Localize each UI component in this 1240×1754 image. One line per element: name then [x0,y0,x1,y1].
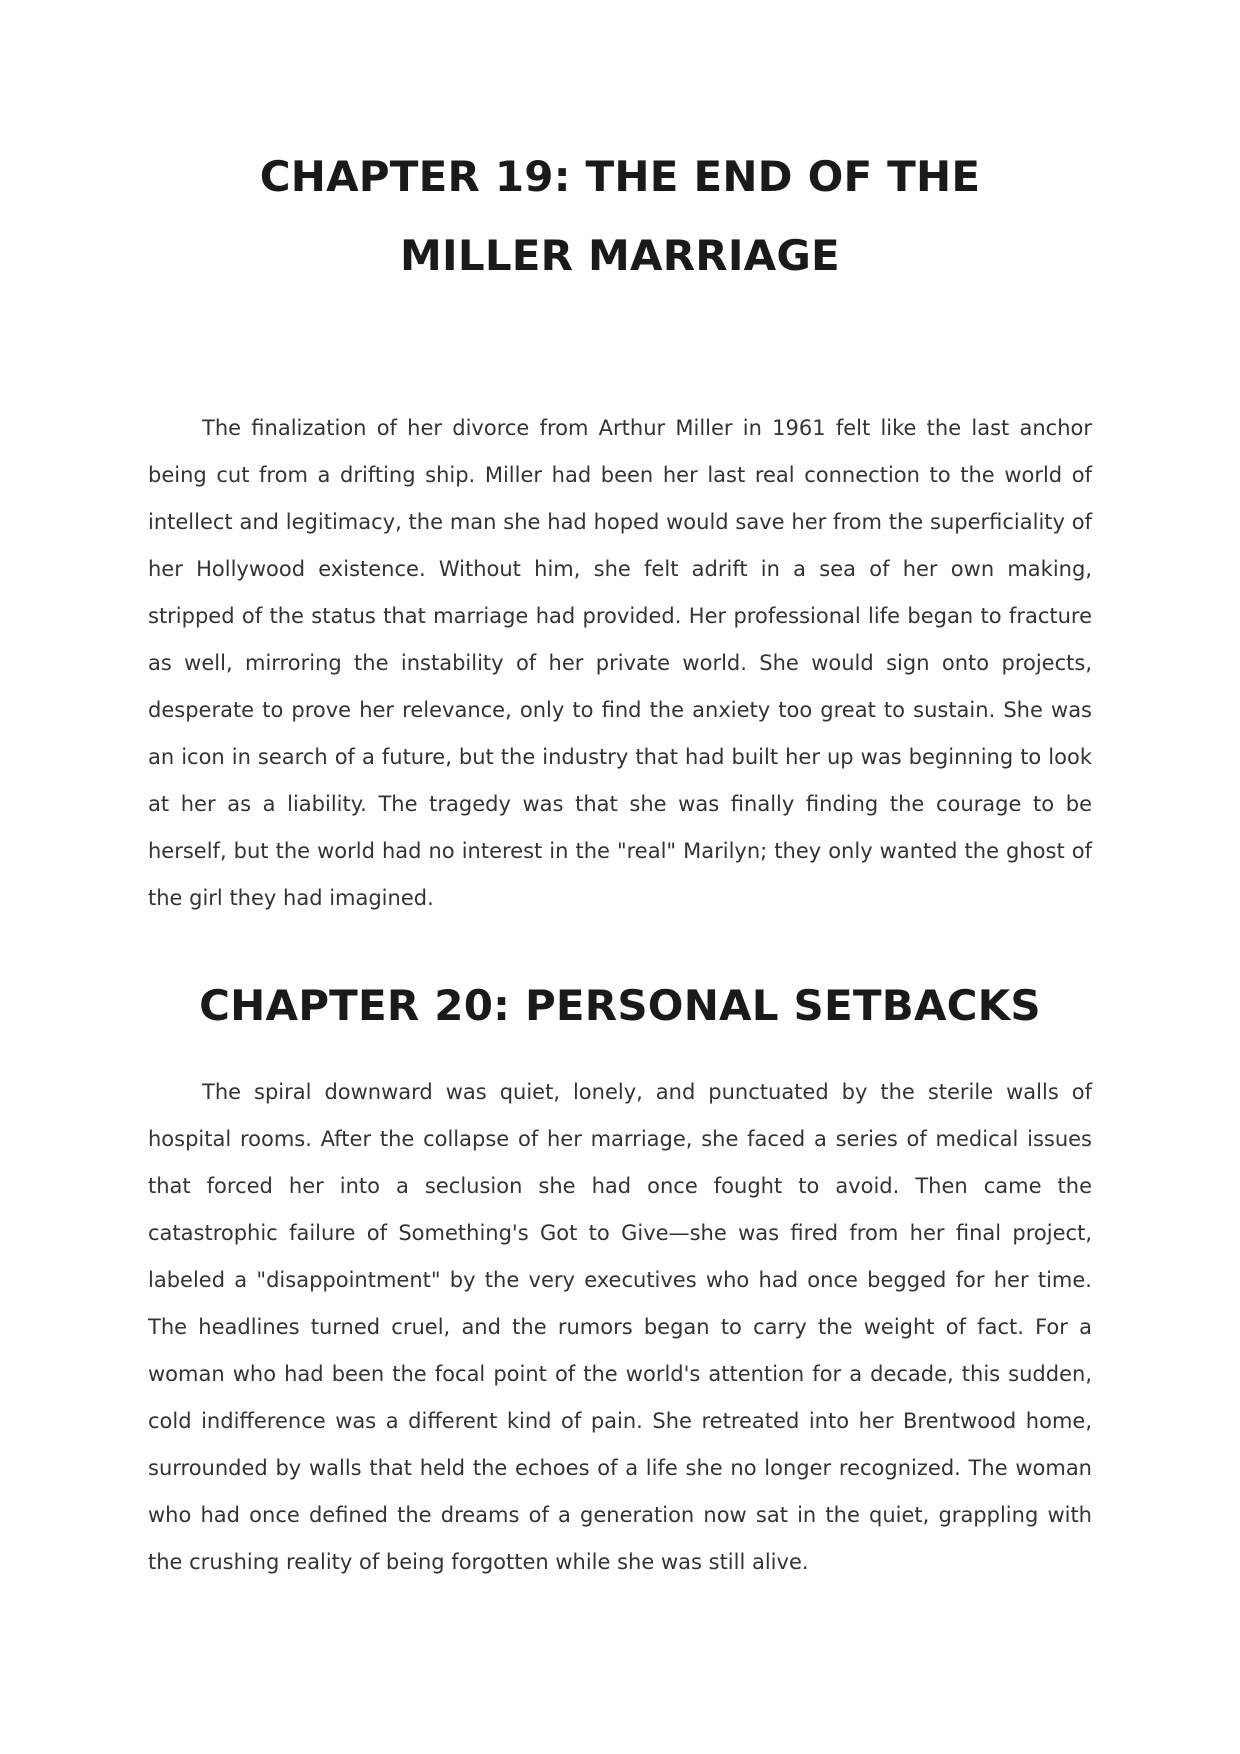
chapter-20-title: CHAPTER 20: PERSONAL SETBACKS [199,981,1041,1030]
chapter-20-paragraph: The spiral downward was quiet, lonely, and punctuated by the sterile walls of hospital rooms. After the collapse of her marriage, she faced a series of medical issues that forced her into a seclusion she had once fought to avoid. Then came the catastrophic failure of Something's Got to Give—she was fired from her final project, labeled a "disappointment" by the very executives who had once begged for her time. The headlines turned cruel, and the rumors began to carry the weight of fact. For a woman who had been the focal point of the world's attention for a decade, this sudden, cold indifference was a different kind of pain. She retreated into her Brentwood home, surrounded by walls that held the echoes of a life she no longer recognized. The woman who had once defined the dreams of a generation now sat in the quiet, grappling with the crushing reality of being forgotten while she was still alive. [148,1080,1092,1574]
chapter-19-title: CHAPTER 19: THE END OF THE MILLER MARRIAGE [259,152,981,280]
chapter-19-paragraph: The finalization of her divorce from Arthur Miller in 1961 felt like the last anchor being cut from a drifting ship. Miller had been her last real connection to the world of intellect and legitimacy, the man she had hoped would save her from the superficiality of her Hollywood existence. Without him, she felt adrift in a sea of her own making, stripped of the status that marriage had provided. Her professional life began to fracture as well, mirroring the instability of her private world. She would sign onto projects, desperate to prove her relevance, only to find the anxiety too great to sustain. She was an icon in search of a future, but the industry that had built her up was beginning to look at her as a liability. The tragedy was that she was finally finding the courage to be herself, but the world had no interest in the "real" Marilyn; they only wanted the ghost of the girl they had imagined. [148,416,1092,910]
document-page [148,0,1092,1586]
